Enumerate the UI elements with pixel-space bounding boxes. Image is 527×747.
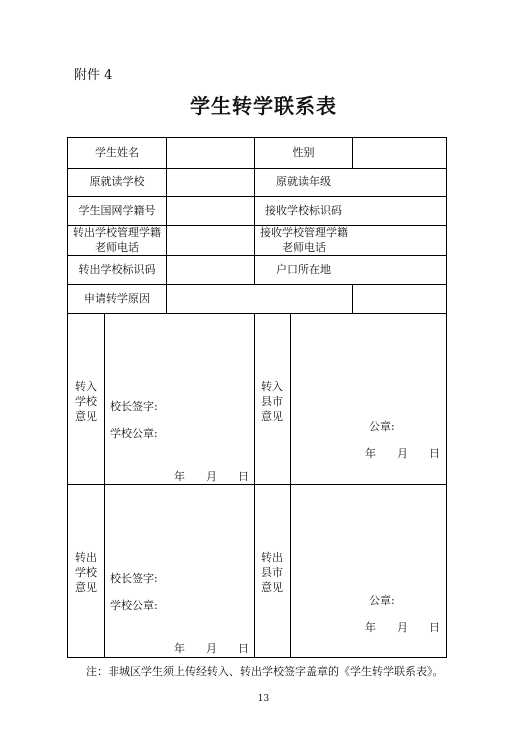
principal-sign-label: 校长签字: [110, 572, 158, 585]
transfer-form-table [67, 137, 447, 658]
student-name-label: 学生姓名 [95, 146, 139, 159]
page-number: 13 [257, 694, 270, 704]
column-divider [352, 284, 353, 313]
school-seal-label: 学校公章: [110, 599, 158, 612]
date-year: 年 [174, 470, 185, 483]
receiving-school-code-label: 接收学校标识码 [265, 204, 342, 217]
transfer-out-teacher-phone-label: 转出学校管理学籍老师电话 [73, 226, 161, 254]
official-seal-label: 公章: [369, 594, 395, 607]
annex-label: 附件 4 [74, 68, 113, 83]
school-seal-label: 学校公章: [110, 427, 158, 440]
row-divider [68, 255, 446, 256]
reason-label: 申请转学原因 [84, 292, 150, 305]
date-month: 月 [397, 621, 408, 634]
date-year: 年 [365, 621, 376, 634]
original-school-label: 原就读学校 [89, 175, 145, 188]
date-month: 月 [397, 447, 408, 460]
column-divider [290, 313, 291, 657]
date-year: 年 [174, 642, 185, 655]
date-month: 月 [206, 470, 217, 483]
row-divider [68, 284, 446, 285]
date-month: 月 [206, 642, 217, 655]
original-grade-label: 原就读年级 [276, 175, 331, 188]
out-school-opinion-label: 转出学校意见 [75, 551, 97, 594]
receiving-teacher-phone-label: 接收学校管理学籍老师电话 [260, 226, 348, 254]
row-divider [68, 168, 446, 169]
household-location-label: 户口所在地 [276, 263, 331, 276]
row-divider [68, 313, 446, 314]
row-divider [68, 484, 446, 485]
in-county-opinion-label: 转入县市意见 [261, 380, 283, 423]
date-day: 日 [429, 447, 440, 460]
gender-label: 性别 [292, 146, 315, 159]
column-divider [166, 138, 167, 313]
column-divider [254, 313, 255, 657]
page-title: 学生转学联系表 [190, 94, 337, 118]
date-day: 日 [238, 470, 249, 483]
out-county-opinion-label: 转出县市意见 [261, 551, 283, 594]
date-year: 年 [365, 447, 376, 460]
row-divider [68, 196, 446, 197]
student-id-label: 学生国网学籍号 [78, 204, 156, 217]
in-school-opinion-label: 转入学校意见 [75, 380, 97, 423]
column-divider [352, 138, 353, 168]
principal-sign-label: 校长签字: [110, 400, 158, 413]
footnote: 注：非城区学生须上传经转入、转出学校签字盖章的《学生转学联系表》。 [86, 665, 444, 678]
official-seal-label: 公章: [369, 420, 395, 433]
transfer-out-school-code-label: 转出学校标识码 [78, 263, 156, 276]
date-day: 日 [238, 642, 249, 655]
date-day: 日 [429, 621, 440, 634]
column-divider [104, 313, 105, 657]
